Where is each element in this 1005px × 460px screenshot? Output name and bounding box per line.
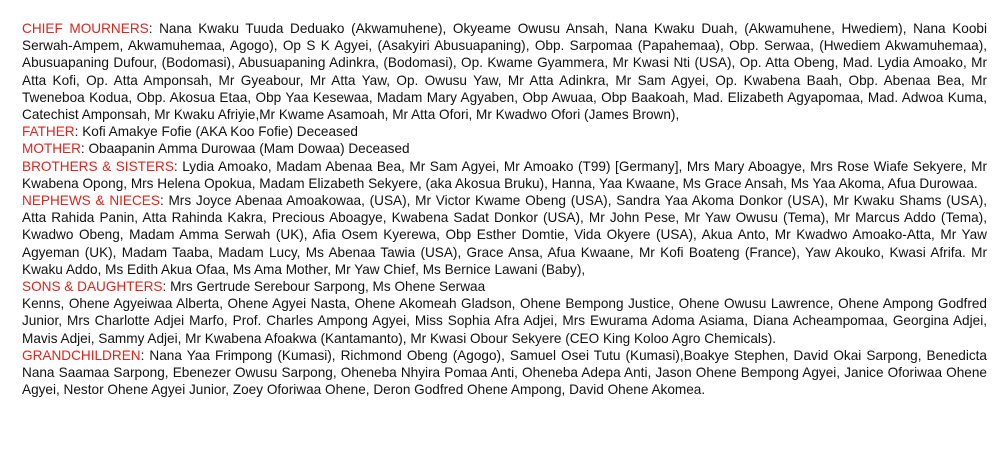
siblings-text: Lydia Amoako, Madam Abenaa Bea, Mr Sam Agyei, Mr Amoako (T99) [Germany], Mrs Mary Aboagye, Mrs Rose Wiafe Sekyere, Mr Kwabena Opong, Mrs Helena Opokua, Madam Elizabeth Sekyere, (aka Akosua Bruku), Hanna, Yaa Kwaane, Ms Grace Ansah, Ms Yaa Akoma, Afua Durowaa. xyxy=(22,158,987,191)
sons-daughters-text: Mrs Gertrude Serebour Sarpong, Ms Ohene Serwaa xyxy=(170,279,486,295)
mother-text: Obaapanin Amma Durowaa (Mam Dowaa) Deceased xyxy=(88,141,410,157)
chief-mourners-heading: CHIEF MOURNERS xyxy=(22,21,149,36)
grandchildren-text: Nana Yaa Frimpong (Kumasi), Richmond Obeng (Agogo), Samuel Osei Tutu (Kumasi),Boakye Stephen, David Okai Sarpong, Benedicta Nana Saamaa Sarpong, Ebenezer Owusu Sarpong, Oheneba Nhyira Pomaa Anti, Oheneba Adepa Anti, Jason Ohene Bempong Agyei, Janice Oforiwaa Ohene Agyei, Nestor Ohene Agyei Junior, Zoey Oforiwaa Ohene, Deron Godfred Ohene Ampong, David Ohene Akomea. xyxy=(22,347,987,398)
siblings-paragraph: BROTHERS & SISTERS: Lydia Amoako, Madam Abenaa Bea, Mr Sam Agyei, Mr Amoako (T99) [Germany], Mrs Mary Aboagye, Mrs Rose Wiafe Sekyere, Mr Kwabena Opong, Mrs Helena Opokua, Madam Elizabeth Sekyere, (aka Akosua Bruku), Hanna, Yaa Kwaane, Ms Grace Ansah, Ms Yaa Akoma, Afua Durowaa. xyxy=(22,158,987,191)
grandchildren-heading: GRANDCHILDREN xyxy=(22,347,141,363)
nephews-nieces-paragraph: NEPHEWS & NIECES: Mrs Joyce Abenaa Amoakowaa, (USA), Mr Victor Kwame Obeng (USA), Sandra Yaa Akoma Donkor (USA), Mr Kwaku Shams (USA), Atta Rahida Panin, Atta Rahinda Kakra, Precious Aboagye, Kwabena Sadat Donkor (USA), Mr John Pese, Mr Yaw Owusu (Tema), Mr Marcus Addo (Tema), Kwadwo Obeng, Madam Amma Serwah (UK), Afia Osem Kyerewa, Obp Esther Domtie, Vida Okyere (USA), Akua Anto, Mr Kwadwo Amoako-Atta, Mr Yaw Agyeman (UK), Madam Taaba, Madam Lucy, Ms Abenaa Tawia (USA), Grace Ansa, Afua Kwaane, Mr Kofi Boateng (France), Yaw Akouko, Kwasi Afrifa. Mr Kwaku Addo, Ms Edith Akua Ofaa, Ms Ama Mother, Mr Yaw Chief, Ms Bernice Lawani (Baby), xyxy=(22,193,987,277)
chief-mourners-text: Nana Kwaku Tuuda Deduako (Akwamuhene), Okyeame Owusu Ansah, Nana Kwaku Duah, (Akwamuhene, Hwediem), Nana Koobi Serwah-Ampem, Akwamuhemaa, Agogo), Op S K Agyei, (Asakyiri Abusuapaning), Obp. Sarpomaa (Papahemaa), Obp. Serwaa, (Hwediem Akwamuhemaa), Abusuapaning Dufour, (Bodomasi), Abusuapaning Adinkra, (Bodomasi), Op. Kwame Gyammera, Mr Kwasi Nti (USA), Op. Atta Obeng, Mad. Lydia Amoako, Mr Atta Kofi, Op. Atta Amponsah, Mr Gyeabour, Mr Atta Yaw, Op. Owusu Yaw, Mr Atta Adinkra, Mr Sam Agyei, Op. Kwabena Baah, Obp. Abenaa Bea, Mr Tweneboa Kodua, Obp. Akosua Etaa, Obp Yaa Kesewaa, Madam Mary Agyaben, Obp Awuaa, Obp Baakoah, Mad. Elizabeth Agyapomaa, Mad. Adwoa Kuma, Catechist Amponsah, Mr Kwaku Afriyie,Mr Kwame Asamoah, Mr Atta Ofori, Mr Kwadwo Ofori (James Brown), xyxy=(22,21,987,123)
children-list-paragraph xyxy=(22,295,987,347)
grandchildren-paragraph: GRANDCHILDREN: Nana Yaa Frimpong (Kumasi), Richmond Obeng (Agogo), Samuel Osei Tutu (Kumasi),Boakye Stephen, David Okai Sarpong, Benedicta Nana Saamaa Sarpong, Ebenezer Owusu Sarpong, Oheneba Nhyira Pomaa Anti, Oheneba Adepa Anti, Jason Ohene Bempong Agyei, Janice Oforiwaa Ohene Agyei, Nestor Ohene Agyei Junior, Zoey Oforiwaa Ohene, Deron Godfred Ohene Ampong, David Ohene Akomea. xyxy=(22,347,987,398)
chief-mourners-paragraph: CHIEF MOURNERS: Nana Kwaku Tuuda Deduako (Akwamuhene), Okyeame Owusu Ansah, Nana Kwaku Duah, (Akwamuhene, Hwediem), Nana Koobi Serwah-Ampem, Akwamuhemaa, Agogo), Op S K Agyei, (Asakyiri Abusuapaning), Obp. Sarpomaa (Papahemaa), Obp. Serwaa, (Hwediem Akwamuhemaa), Abusuapaning Dufour, (Bodomasi), Abusuapaning Adinkra, (Bodomasi), Op. Kwame Gyammera, Mr Kwasi Nti (USA), Op. Atta Obeng, Mad. Lydia Amoako, Mr Atta Kofi, Op. Atta Amponsah, Mr Gyeabour, Mr Atta Yaw, Op. Owusu Yaw, Mr Atta Adinkra, Mr Sam Agyei, Op. Kwabena Baah, Obp. Abenaa Bea, Mr Tweneboa Kodua, Obp. Akosua Etaa, Obp Yaa Kesewaa, Madam Mary Agyaben, Obp Awuaa, Obp Baakoah, Mad. Elizabeth Agyapomaa, Mad. Adwoa Kuma, Catechist Amponsah, Mr Kwaku Afriyie,Mr Kwame Asamoah, Mr Atta Ofori, Mr Kwadwo Ofori (James Brown), xyxy=(22,21,987,123)
nephews-nieces-heading: NEPHEWS & NIECES xyxy=(22,193,160,209)
father-heading: FATHER xyxy=(22,124,75,140)
mother-paragraph: MOTHER: Obaapanin Amma Durowaa (Mam Dowaa) Deceased xyxy=(22,141,410,157)
children-list-text: Kenns, Ohene Agyeiwaa Alberta, Ohene Agyei Nasta, Ohene Akomeah Gladson, Ohene Bempong Justice, Ohene Owusu Lawrence, Ohene Ampong Godfred Junior, Mrs Charlotte Adjei Marfo, Prof. Charles Ampong Agyei, Miss Sophia Afra Adjei, Mrs Ewurama Adoma Asiama, Diana Acheampomaa, Georgina Adjei, Mavis Adjei, Sammy Adjei, Mr Kwabena Afoakwa (Kantamanto), Mr Kwasi Obour Sekyere (CEO King Koloo Agro Chemicals). xyxy=(22,296,987,346)
sons-daughters-heading: SONS & DAUGHTERS xyxy=(22,279,163,295)
father-paragraph: FATHER: Kofi Amakye Fofie (AKA Koo Fofie) Deceased xyxy=(22,124,358,140)
nephews-nieces-text: Mrs Joyce Abenaa Amoakowaa, (USA), Mr Victor Kwame Obeng (USA), Sandra Yaa Akoma Donkor (USA), Mr Kwaku Shams (USA), Atta Rahida Panin, Atta Rahinda Kakra, Precious Aboagye, Kwabena Sadat Donkor (USA), Mr John Pese, Mr Yaw Owusu (Tema), Mr Marcus Addo (Tema), Kwadwo Obeng, Madam Amma Serwah (UK), Afia Osem Kyerewa, Obp Esther Domtie, Vida Okyere (USA), Akua Anto, Mr Kwadwo Amoako-Atta, Mr Yaw Agyeman (UK), Madam Taaba, Madam Lucy, Ms Abenaa Tawia (USA), Grace Ansa, Afua Kwaane, Mr Kofi Boateng (France), Yaw Akouko, Kwasi Afrifa. Mr Kwaku Addo, Ms Edith Akua Ofaa, Ms Ama Mother, Mr Yaw Chief, Ms Bernice Lawani (Baby), xyxy=(22,193,987,277)
sons-daughters-paragraph: SONS & DAUGHTERS: Mrs Gertrude Serebour Sarpong, Ms Ohene Serwaa xyxy=(22,279,486,295)
father-text: Kofi Amakye Fofie (AKA Koo Fofie) Deceased xyxy=(82,124,358,140)
siblings-heading: BROTHERS & SISTERS xyxy=(22,158,174,174)
mother-heading: MOTHER xyxy=(22,141,81,157)
